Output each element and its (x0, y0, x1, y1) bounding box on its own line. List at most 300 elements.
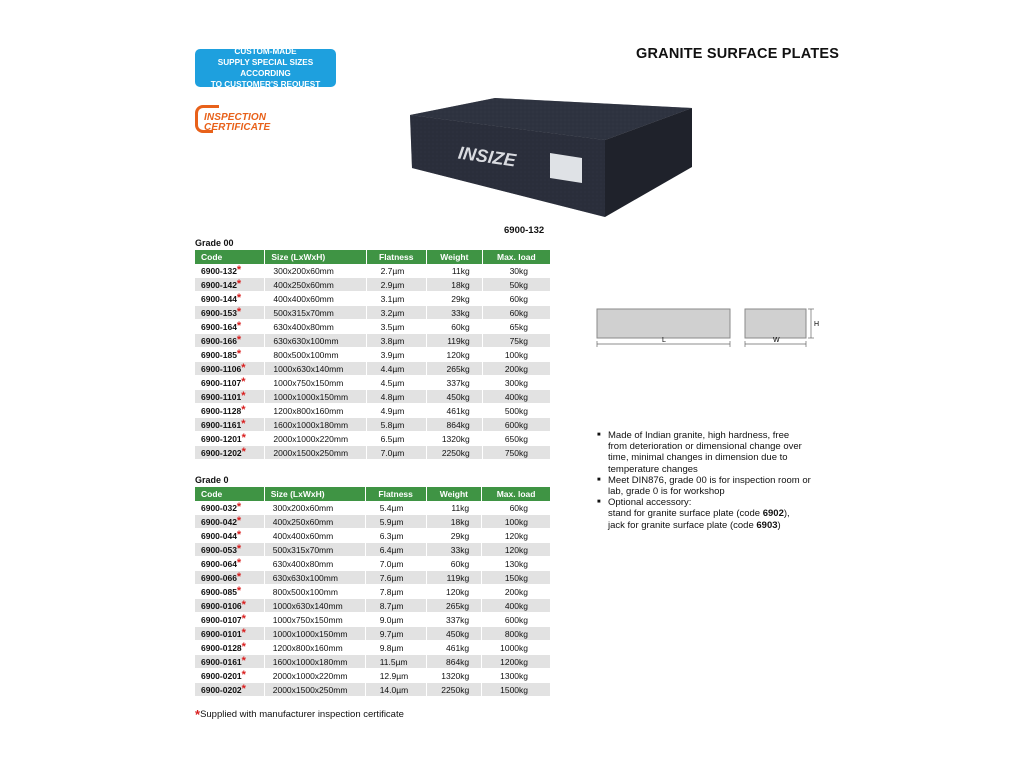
table-row (195, 543, 551, 557)
cell-max-load-text: 750kg (504, 447, 528, 458)
cell-code-text: 6900-1128 (201, 405, 242, 416)
cell-max-load (482, 306, 550, 320)
star-mark: * (241, 361, 246, 374)
cell-flatness-text: 5.4µm (379, 502, 404, 513)
cell-size-text: 1000x1000x150mm (272, 628, 348, 639)
cell-code (195, 390, 265, 404)
cell-max-load (482, 543, 551, 557)
cell-flatness-text: 3.1µm (380, 293, 405, 304)
cell-code (195, 446, 265, 460)
star-mark: * (236, 263, 242, 276)
cell-code (195, 641, 264, 655)
cell-size (264, 613, 365, 627)
cell-flatness-text: 3.8µm (380, 335, 405, 346)
cell-size-text: 1000x1000x150mm (273, 391, 349, 402)
cell-size (265, 306, 366, 320)
cell-code-text: 6900-0202 (201, 684, 242, 695)
custom-made-badge (195, 49, 336, 87)
cell-max-load-text: 65kg (509, 321, 528, 332)
col-flatness: Flatness (366, 250, 426, 264)
cell-weight-text: 450kg (446, 391, 470, 402)
cell-weight-text: 2250kg (441, 684, 470, 695)
cell-size-text: 1200x800x160mm (273, 405, 344, 416)
table-row (195, 613, 551, 627)
cell-size-text: 800x500x100mm (272, 586, 338, 597)
cell-max-load (482, 529, 551, 543)
cell-code (195, 376, 265, 390)
cell-size (265, 362, 366, 376)
cell-code-text: 6900-032 (201, 502, 237, 513)
cell-weight-text: 450kg (446, 628, 470, 639)
cell-max-load-text: 200kg (504, 586, 528, 597)
cell-code-text: 6900-1101 (201, 391, 242, 402)
cell-size (264, 557, 365, 571)
feature-item (597, 430, 837, 475)
cell-max-load (482, 515, 551, 529)
cell-weight (426, 432, 482, 446)
cell-weight (426, 613, 482, 627)
cell-max-load-text: 600kg (504, 419, 528, 430)
cell-flatness-text: 3.9µm (380, 349, 405, 360)
cell-code-text: 6900-144 (201, 293, 237, 304)
cell-code (195, 334, 265, 348)
cell-flatness (366, 376, 426, 390)
table-row (195, 334, 551, 348)
cell-weight (426, 515, 482, 529)
table-row (195, 278, 551, 292)
cell-flatness (365, 627, 426, 641)
cell-max-load (482, 362, 550, 376)
cell-code (195, 557, 264, 571)
table-row (195, 501, 551, 515)
cell-weight (426, 278, 482, 292)
star-mark: * (241, 598, 246, 611)
cell-flatness (365, 641, 426, 655)
cell-size (265, 446, 366, 460)
star-mark: * (236, 542, 242, 555)
cell-code (195, 613, 264, 627)
cell-code (195, 515, 264, 529)
cell-max-load-text: 60kg (509, 307, 528, 318)
cell-size (264, 543, 365, 557)
table-row (195, 557, 551, 571)
cell-max-load (482, 390, 550, 404)
cell-code-text: 6900-064 (201, 558, 237, 569)
col-size: Size (LxWxH) (265, 250, 366, 264)
cell-max-load (482, 585, 551, 599)
cell-flatness (365, 557, 426, 571)
cell-size-text: 1000x630x140mm (272, 600, 343, 611)
feature-line: temperature changes (608, 463, 698, 475)
cell-flatness-text: 9.7µm (379, 628, 404, 639)
cell-size-text: 1000x750x150mm (272, 614, 343, 625)
table-row (195, 432, 551, 446)
height-label: H (814, 321, 820, 328)
cell-flatness-text: 4.8µm (380, 391, 405, 402)
cell-size-text: 630x400x80mm (273, 321, 334, 332)
table-row (195, 348, 551, 362)
cell-max-load (482, 669, 551, 683)
cell-weight-text: 33kg (450, 544, 470, 555)
table-row (195, 683, 551, 697)
star-mark: * (236, 556, 242, 569)
feature-line: ■ Optional accessory: (608, 497, 692, 509)
cell-max-load-text: 150kg (504, 572, 528, 583)
page-title: GRANITE SURFACE PLATES (636, 46, 840, 62)
cell-code-text: 6900-1106 (201, 363, 242, 374)
cell-size (264, 529, 365, 543)
cell-weight (426, 390, 482, 404)
cell-code-text: 6900-1161 (201, 419, 242, 430)
cell-weight-text: 864kg (446, 656, 470, 667)
col-max-load: Max. load (482, 250, 550, 264)
cell-code-text: 6900-044 (201, 530, 237, 541)
cell-weight-text: 119kg (447, 335, 470, 346)
cell-max-load-text: 650kg (504, 433, 528, 444)
cell-size-text: 1200x800x160mm (272, 642, 343, 653)
cell-size (265, 292, 366, 306)
table-row (195, 669, 551, 683)
star-mark: * (241, 403, 246, 416)
cell-size-text: 2000x1500x250mm (272, 684, 348, 695)
cell-max-load (482, 683, 551, 697)
col-flatness: Flatness (365, 487, 426, 501)
cell-code (195, 683, 264, 697)
cell-size (265, 348, 366, 362)
width-view-icon (745, 309, 806, 338)
stand-code: 6902 (762, 508, 784, 520)
nameplate-icon (550, 153, 582, 183)
cell-code (195, 404, 265, 418)
badge-line: TO CUSTOMER'S REQUEST (210, 80, 321, 89)
cell-size (264, 627, 365, 641)
cell-flatness-text: 5.8µm (380, 419, 405, 430)
cell-weight (426, 641, 482, 655)
cell-max-load (482, 278, 550, 292)
grade00-title: Grade 00 (195, 238, 234, 248)
cell-size (265, 334, 366, 348)
image-caption: 6900-132 (504, 225, 545, 236)
cell-size-text: 300x200x60mm (273, 265, 334, 276)
cell-size (265, 404, 366, 418)
cell-code (195, 669, 264, 683)
cell-code-text: 6900-153 (201, 307, 237, 318)
cell-code (195, 501, 264, 515)
table-row (195, 599, 551, 613)
cell-size-text: 1000x630x140mm (273, 363, 344, 374)
cell-code-text: 6900-0107 (201, 614, 242, 625)
brand-text: INSIZE (456, 142, 518, 171)
cell-max-load-text: 1200kg (500, 656, 528, 667)
cell-code-text: 6900-085 (201, 586, 237, 597)
cell-size-text: 800x500x100mm (273, 349, 339, 360)
star-mark: * (241, 431, 246, 444)
cell-flatness (365, 501, 426, 515)
grade00-table (195, 250, 551, 460)
col-weight: Weight (426, 250, 482, 264)
logo-line: CERTIFICATE (204, 122, 271, 133)
cell-size (265, 320, 366, 334)
cell-code-text: 6900-1107 (201, 377, 242, 388)
cell-flatness-text: 7.0µm (380, 447, 405, 458)
cell-flatness-text: 4.9µm (380, 405, 405, 416)
star-mark: * (241, 640, 246, 653)
feature-line (608, 520, 837, 531)
cell-max-load (482, 334, 550, 348)
cell-weight (426, 320, 482, 334)
cell-size-text: 2000x1500x250mm (273, 447, 349, 458)
cell-weight-text: 29kg (450, 530, 470, 541)
cell-code (195, 348, 265, 362)
cell-max-load-text: 1500kg (500, 684, 528, 695)
cell-code (195, 264, 265, 278)
cell-code (195, 362, 265, 376)
cell-code-text: 6900-066 (201, 572, 237, 583)
cell-weight-text: 265kg (446, 600, 470, 611)
cell-size-text: 630x400x80mm (272, 558, 334, 569)
cell-max-load-text: 100kg (504, 349, 528, 360)
cell-size (265, 390, 366, 404)
cell-size-text: 630x630x100mm (273, 335, 339, 346)
cell-code-text: 6900-132 (201, 265, 237, 276)
stand-end: ), (783, 508, 790, 520)
star-mark: * (241, 612, 246, 625)
star-mark: * (236, 333, 242, 346)
cell-weight-text: 120kg (446, 586, 470, 597)
cell-flatness-text: 12.9µm (379, 670, 409, 681)
footnote (195, 705, 404, 720)
cell-weight (426, 348, 482, 362)
feature-line (608, 508, 837, 519)
cell-code-text: 6900-1201 (201, 433, 242, 444)
feature-line: ■ Made of Indian granite, high hardness, free (608, 430, 790, 441)
cell-flatness-text: 2.7µm (380, 265, 405, 276)
cell-code-text: 6900-1202 (201, 447, 242, 458)
star-mark: * (241, 445, 246, 458)
feature-list (597, 430, 837, 531)
cell-flatness (365, 571, 426, 585)
cell-max-load-text: 600kg (504, 614, 528, 625)
cell-max-load-text: 100kg (504, 516, 528, 527)
col-max-load: Max. load (482, 487, 551, 501)
star-mark: * (236, 584, 242, 597)
cell-size (264, 599, 365, 613)
cell-flatness-text: 6.4µm (379, 544, 404, 555)
cell-max-load (482, 320, 550, 334)
cell-flatness-text: 14.0µm (379, 684, 409, 695)
table-row (195, 292, 551, 306)
cell-size-text: 2000x1000x220mm (272, 670, 348, 681)
table-row (195, 320, 551, 334)
cell-max-load (482, 571, 551, 585)
table-row (195, 404, 551, 418)
cell-flatness (365, 655, 426, 669)
cell-max-load-text: 300kg (504, 377, 528, 388)
logo-text (204, 113, 270, 133)
star-mark: * (241, 668, 246, 681)
cell-weight-text: 18kg (451, 279, 470, 290)
cell-flatness-text: 3.5µm (380, 321, 405, 332)
star-mark: * (241, 417, 246, 430)
jack-end: ) (777, 519, 781, 531)
star-mark: * (236, 570, 242, 583)
cell-weight (426, 264, 482, 278)
table-row (195, 655, 551, 669)
cell-size-text: 400x250x60mm (273, 279, 334, 290)
cell-flatness (365, 585, 426, 599)
cell-code-text: 6900-0201 (201, 670, 242, 681)
cell-size-text: 1600x1000x180mm (273, 419, 349, 430)
cell-code-text: 6900-0101 (201, 628, 242, 639)
cell-weight (426, 292, 482, 306)
cell-max-load (482, 404, 550, 418)
cell-weight-text: 18kg (450, 516, 470, 527)
footnote-text: Supplied with manufacturer inspection certificate (200, 709, 404, 720)
cell-size-text: 400x400x60mm (273, 293, 334, 304)
star-mark: * (241, 626, 246, 639)
cell-size-text: 400x250x60mm (272, 516, 334, 527)
cell-weight-text: 337kg (446, 614, 470, 625)
cell-weight-text: 11kg (451, 265, 470, 276)
cell-code (195, 418, 265, 432)
cell-code-text: 6900-0128 (201, 642, 242, 653)
cell-weight-text: 337kg (446, 377, 470, 388)
cell-max-load (482, 418, 550, 432)
table-header-row (195, 487, 551, 501)
cell-size-text: 630x630x100mm (272, 572, 338, 583)
cell-flatness (365, 683, 426, 697)
width-label: W (773, 337, 780, 344)
cell-max-load-text: 120kg (504, 544, 528, 555)
cell-code (195, 432, 265, 446)
cell-code-text: 6900-0106 (201, 600, 242, 611)
cell-flatness-text: 9.8µm (379, 642, 404, 653)
cell-max-load (482, 432, 550, 446)
star-mark: * (236, 291, 242, 304)
cell-max-load-text: 400kg (504, 600, 528, 611)
cell-size-text: 500x315x70mm (273, 307, 334, 318)
cell-weight (426, 501, 482, 515)
cell-weight (426, 683, 482, 697)
cell-weight-text: 60kg (450, 558, 470, 569)
cell-code (195, 599, 264, 613)
cell-flatness (365, 613, 426, 627)
cell-size (264, 571, 365, 585)
cell-weight (426, 669, 482, 683)
star-mark: * (236, 500, 242, 513)
cell-code (195, 571, 264, 585)
cell-code (195, 529, 264, 543)
col-size: Size (LxWxH) (264, 487, 365, 501)
cell-max-load (482, 348, 550, 362)
cell-flatness-text: 7.6µm (379, 572, 404, 583)
star-mark: * (236, 277, 242, 290)
table-header-row (195, 250, 551, 264)
jack-code: 6903 (756, 519, 778, 531)
cell-flatness-text: 7.8µm (379, 586, 404, 597)
cell-weight (426, 334, 482, 348)
cell-weight-text: 29kg (451, 293, 470, 304)
cell-code-text: 6900-164 (201, 321, 237, 332)
cell-flatness-text: 6.5µm (380, 433, 405, 444)
col-weight: Weight (426, 487, 482, 501)
cell-weight-text: 864kg (446, 419, 470, 430)
cell-max-load-text: 50kg (509, 279, 528, 290)
cell-code-text: 6900-142 (201, 279, 237, 290)
cell-max-load (482, 627, 551, 641)
cell-code (195, 320, 265, 334)
cell-weight-text: 461kg (446, 642, 470, 653)
cell-code (195, 585, 264, 599)
badge-line: CUSTOM-MADE (234, 47, 297, 56)
cell-flatness-text: 9.0µm (379, 614, 404, 625)
feature-item (597, 497, 837, 531)
cell-max-load (482, 501, 551, 515)
cell-flatness-text: 8.7µm (379, 600, 404, 611)
cell-weight-text: 60kg (451, 321, 470, 332)
cell-code (195, 627, 264, 641)
cell-size-text: 300x200x60mm (272, 502, 334, 513)
cell-code (195, 655, 264, 669)
cell-flatness (366, 278, 426, 292)
cell-flatness-text: 7.0µm (379, 558, 404, 569)
cell-max-load (482, 376, 550, 390)
feature-line: time, minimal changes in dimension due to (608, 452, 788, 464)
table-row (195, 627, 551, 641)
jack-text: jack for granite surface plate (code (608, 519, 757, 531)
cell-flatness (365, 529, 426, 543)
length-label: L (662, 337, 666, 344)
star-mark: * (236, 305, 242, 318)
cell-weight (426, 655, 482, 669)
cell-code (195, 543, 264, 557)
cell-flatness (366, 446, 426, 460)
cell-flatness-text: 4.5µm (380, 377, 405, 388)
cell-max-load (482, 446, 550, 460)
cell-weight-text: 1320kg (441, 433, 470, 444)
cell-size (265, 278, 366, 292)
cell-code (195, 292, 265, 306)
grade0-table (195, 487, 551, 697)
feature-line: ■ Meet DIN876, grade 00 is for inspection room or (608, 474, 811, 486)
cell-size (264, 585, 365, 599)
cell-max-load-text: 500kg (504, 405, 528, 416)
cell-code (195, 278, 265, 292)
col-code: Code (195, 250, 265, 264)
table-row (195, 390, 551, 404)
cell-weight (426, 529, 482, 543)
cell-flatness (366, 334, 426, 348)
cell-code-text: 6900-166 (201, 335, 237, 346)
cell-code (195, 306, 265, 320)
cell-size (264, 641, 365, 655)
cell-code-text: 6900-053 (201, 544, 237, 555)
cell-max-load-text: 1300kg (500, 670, 528, 681)
inspection-certificate-logo (195, 105, 305, 135)
stand-text: stand for granite surface plate (code (608, 508, 763, 520)
col-code: Code (195, 487, 264, 501)
cell-size (264, 515, 365, 529)
table-row (195, 641, 551, 655)
table-row (195, 585, 551, 599)
cell-weight-text: 2250kg (441, 447, 470, 458)
cell-weight-text: 11kg (451, 502, 470, 513)
table-row (195, 306, 551, 320)
cell-weight (426, 571, 482, 585)
cell-weight-text: 119kg (446, 572, 470, 583)
star-mark: * (236, 528, 242, 541)
cell-flatness (366, 390, 426, 404)
